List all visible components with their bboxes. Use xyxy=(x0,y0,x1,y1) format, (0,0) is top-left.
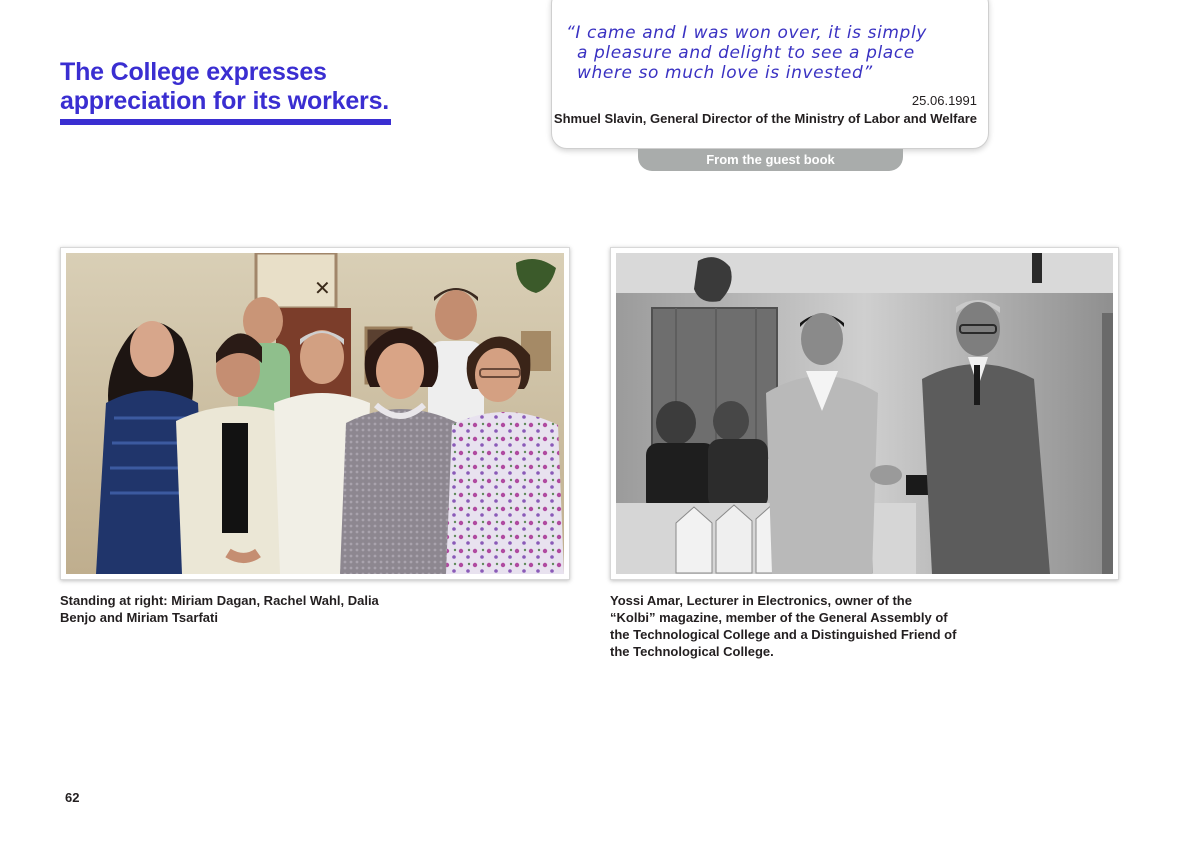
group-photo xyxy=(66,253,564,574)
caption-left-line-1: Standing at right: Miriam Dagan, Rachel Wahl, Dalia xyxy=(60,593,379,608)
heading-line-2: appreciation for its workers. xyxy=(60,87,390,115)
heading-underline xyxy=(60,119,391,125)
quote-line-3: where so much love is invested” xyxy=(577,63,873,83)
quote-date: 25.06.1991 xyxy=(911,93,977,108)
quote-text xyxy=(566,23,976,83)
page-number: 62 xyxy=(65,790,80,805)
caption-right-line-1: Yossi Amar, Lecturer in Electronics, owner of the xyxy=(610,593,912,608)
heading-line-1: The College expresses xyxy=(60,58,327,86)
svg-text:✕: ✕ xyxy=(314,276,331,300)
guest-book-tab: From the guest book xyxy=(638,149,903,171)
guest-book-quote-card xyxy=(551,0,989,149)
ceremony-photo xyxy=(616,253,1113,574)
ceremony-photo-caption xyxy=(610,592,956,660)
ceremony-photo-frame xyxy=(610,247,1119,580)
quote-author: Shmuel Slavin, General Director of the Ministry of Labor and Welfare xyxy=(553,111,977,126)
group-photo-caption xyxy=(60,592,379,626)
quote-line-2: a pleasure and delight to see a place xyxy=(577,43,915,63)
caption-right-line-3: the Technological College and a Distinguished Friend of xyxy=(610,627,957,642)
caption-right-line-2: “Kolbi” magazine, member of the General Assembly of xyxy=(610,610,948,625)
group-photo-frame xyxy=(60,247,570,580)
caption-right-line-4: the Technological College. xyxy=(610,644,774,659)
quote-line-1: “I came and I was won over, it is simply xyxy=(566,23,927,43)
page-heading xyxy=(60,58,420,116)
caption-left-line-2: Benjo and Miriam Tsarfati xyxy=(60,610,218,625)
